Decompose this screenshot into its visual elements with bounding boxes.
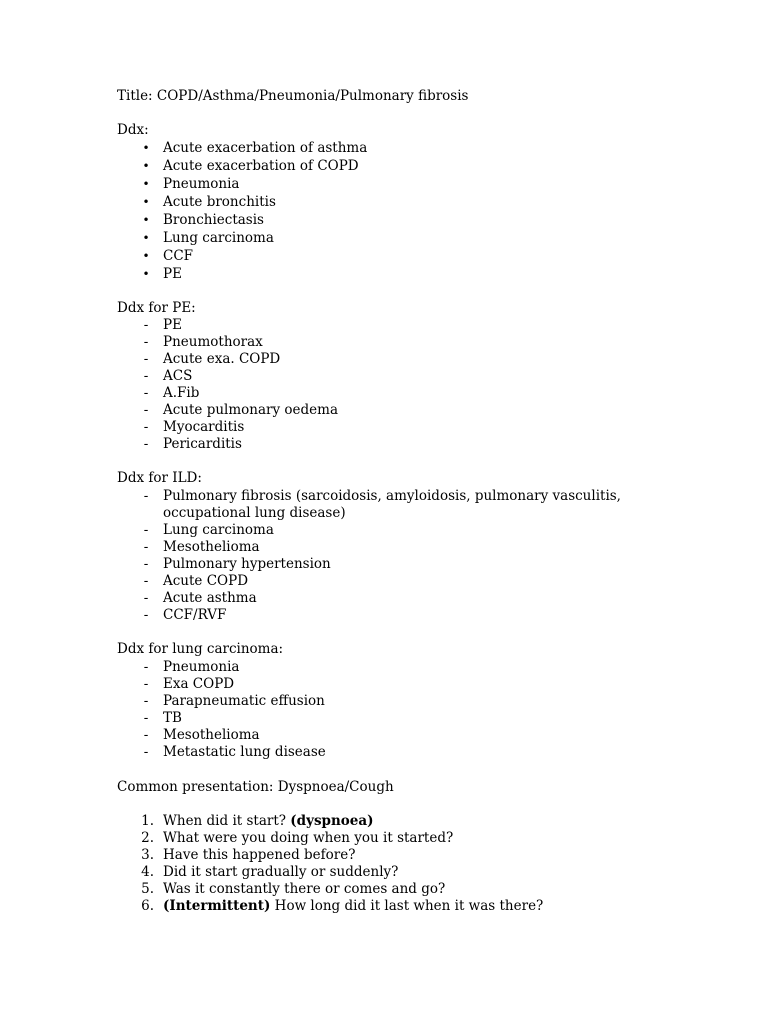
bullet-marker: • (142, 213, 150, 227)
ddx-lung-ca-heading: Ddx for lung carcinoma: (117, 641, 284, 657)
ddx-lung-ca-item: Exa COPD (163, 676, 235, 692)
ddx-pe-item: ACS (163, 368, 193, 384)
question-item: Have this happened before? (163, 847, 356, 863)
list-number: 5. (141, 881, 154, 897)
dash-marker: - (143, 488, 149, 504)
bullet-marker: • (142, 195, 150, 209)
question-item: Was it constantly there or comes and go? (163, 881, 446, 897)
ddx-ild-item: CCF/RVF (163, 607, 227, 623)
dash-marker: - (143, 710, 149, 726)
ddx-item: Lung carcinoma (163, 230, 274, 246)
dash-marker: - (143, 522, 149, 538)
ddx-heading: Ddx: (117, 122, 149, 138)
dash-marker: - (143, 659, 149, 675)
ddx-item: Acute bronchitis (163, 194, 276, 210)
dash-marker: - (143, 419, 149, 435)
dash-marker: - (143, 676, 149, 692)
ddx-pe-item: PE (163, 317, 182, 333)
bullet-marker: • (142, 141, 150, 155)
ddx-lung-ca-item: Metastatic lung disease (163, 744, 326, 760)
ddx-ild-item: Acute COPD (163, 573, 249, 589)
document-title: Title: COPD/Asthma/Pneumonia/Pulmonary fibrosis (117, 88, 469, 104)
ddx-ild-heading: Ddx for ILD: (117, 470, 202, 486)
list-number: 2. (141, 830, 154, 846)
dash-marker: - (143, 693, 149, 709)
ddx-ild-item: Pulmonary fibrosis (sarcoidosis, amyloidosis, pulmonary vasculitis, (163, 488, 621, 504)
dash-marker: - (143, 436, 149, 452)
dash-marker: - (143, 402, 149, 418)
bullet-marker: • (142, 249, 150, 263)
ddx-ild-item: Mesothelioma (163, 539, 260, 555)
ddx-ild-item: Lung carcinoma (163, 522, 274, 538)
dash-marker: - (143, 556, 149, 572)
question-text: When did it start? (163, 813, 291, 829)
bullet-marker: • (142, 159, 150, 173)
ddx-lung-ca-item: TB (163, 710, 182, 726)
dash-marker: - (143, 539, 149, 555)
ddx-pe-item: Myocarditis (163, 419, 245, 435)
ddx-pe-item: Acute exa. COPD (163, 351, 281, 367)
bullet-marker: • (142, 177, 150, 191)
ddx-pe-item: Pneumothorax (163, 334, 263, 350)
ddx-lung-ca-item: Parapneumatic effusion (163, 693, 325, 709)
ddx-item: PE (163, 266, 182, 282)
presentation-heading: Common presentation: Dyspnoea/Cough (117, 779, 394, 795)
ddx-pe-heading: Ddx for PE: (117, 300, 196, 316)
dash-marker: - (143, 607, 149, 623)
dash-marker: - (143, 334, 149, 350)
ddx-item: Acute exacerbation of asthma (163, 140, 368, 156)
ddx-item: Pneumonia (163, 176, 240, 192)
ddx-pe-item: A.Fib (163, 385, 200, 401)
dash-marker: - (143, 727, 149, 743)
dash-marker: - (143, 590, 149, 606)
ddx-ild-item: Pulmonary hypertension (163, 556, 331, 572)
ddx-ild-item: Acute asthma (163, 590, 257, 606)
list-number: 1. (141, 813, 154, 829)
dash-marker: - (143, 385, 149, 401)
question-emphasis: (Intermittent) (163, 898, 271, 914)
question-item (163, 813, 374, 830)
ddx-lung-ca-item: Pneumonia (163, 659, 240, 675)
ddx-item: CCF (163, 248, 194, 264)
dash-marker: - (143, 351, 149, 367)
ddx-item: Bronchiectasis (163, 212, 264, 228)
ddx-pe-item: Pericarditis (163, 436, 242, 452)
dash-marker: - (143, 368, 149, 384)
dash-marker: - (143, 573, 149, 589)
question-item: Did it start gradually or suddenly? (163, 864, 399, 880)
question-emphasis: (dyspnoea) (290, 813, 374, 829)
list-number: 4. (141, 864, 154, 880)
bullet-marker: • (142, 231, 150, 245)
ddx-item: Acute exacerbation of COPD (163, 158, 359, 174)
question-text: How long did it last when it was there? (270, 898, 544, 914)
question-item (163, 898, 543, 915)
ddx-lung-ca-item: Mesothelioma (163, 727, 260, 743)
ddx-pe-item: Acute pulmonary oedema (163, 402, 339, 418)
dash-marker: - (143, 317, 149, 333)
dash-marker: - (143, 744, 149, 760)
list-number: 3. (141, 847, 154, 863)
list-number: 6. (141, 898, 154, 914)
question-item: What were you doing when you it started? (163, 830, 454, 846)
bullet-marker: • (142, 267, 150, 281)
ddx-ild-item-continuation: occupational lung disease) (163, 505, 346, 521)
